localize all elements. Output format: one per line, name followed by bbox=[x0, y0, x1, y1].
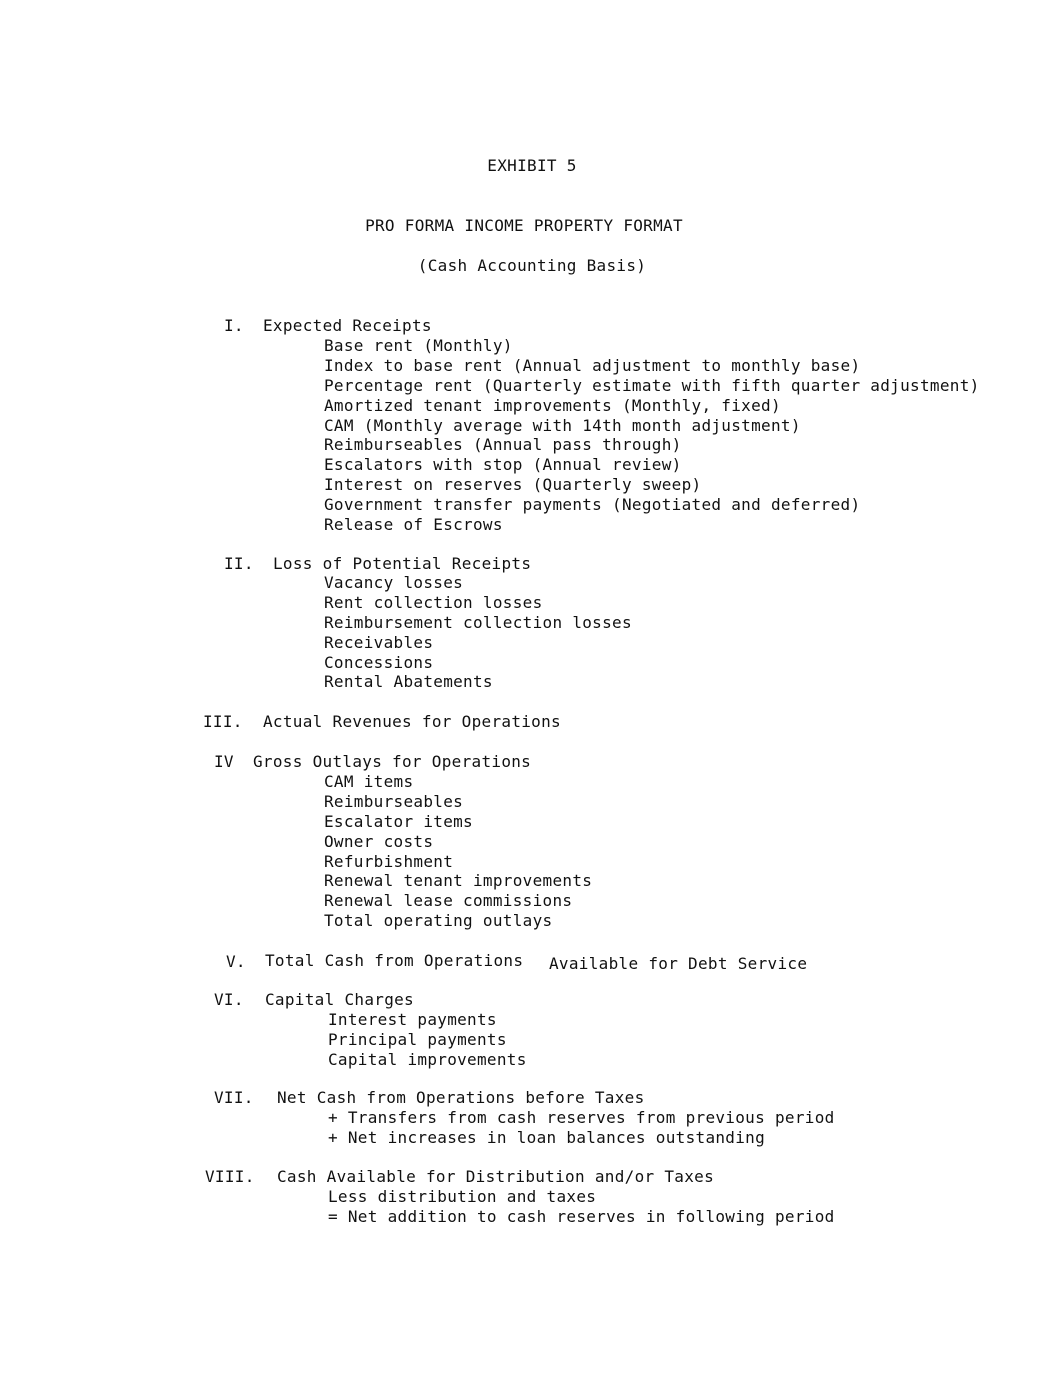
section-numeral: VI. bbox=[214, 990, 244, 1009]
section-numeral: III. bbox=[203, 712, 243, 731]
exhibit-title: EXHIBIT 5 bbox=[487, 156, 577, 175]
section-items bbox=[324, 573, 632, 692]
section-heading: Total Cash from Operations bbox=[265, 951, 524, 970]
section-numeral: VII. bbox=[214, 1088, 254, 1107]
list-item: Total operating outlays bbox=[324, 911, 553, 931]
list-item: Owner costs bbox=[324, 831, 434, 851]
section-heading: Gross Outlays for Operations bbox=[253, 752, 532, 771]
list-item: Escalators with stop (Annual review) bbox=[324, 455, 682, 475]
list-item: Index to base rent (Annual adjustment to monthly base) bbox=[324, 355, 861, 375]
list-item: Renewal tenant improvements bbox=[324, 871, 593, 891]
list-item: Rental Abatements bbox=[324, 672, 493, 692]
list-item: Renewal lease commissions bbox=[324, 891, 573, 911]
section-heading: Loss of Potential Receipts bbox=[273, 554, 532, 573]
list-item: Reimburseables (Annual pass through) bbox=[324, 435, 682, 455]
section-numeral: VIII. bbox=[205, 1167, 255, 1186]
section-numeral: IV bbox=[214, 752, 234, 771]
list-item: + Net increases in loan balances outstanding bbox=[328, 1127, 766, 1147]
list-item: Interest payments bbox=[328, 1010, 497, 1029]
section-heading: Actual Revenues for Operations bbox=[263, 712, 561, 731]
section-items bbox=[328, 1187, 835, 1227]
list-item: Escalator items bbox=[324, 811, 473, 831]
list-item: Receivables bbox=[324, 632, 434, 652]
section-heading-note: Available for Debt Service bbox=[549, 954, 808, 973]
section-heading: Expected Receipts bbox=[263, 316, 432, 335]
section-numeral: II. bbox=[224, 554, 254, 573]
section-numeral: V. bbox=[226, 952, 246, 971]
accounting-basis: (Cash Accounting Basis) bbox=[417, 256, 647, 275]
section-heading: Capital Charges bbox=[265, 990, 414, 1009]
list-item: Reimbursement collection losses bbox=[324, 612, 632, 632]
list-item: = Net addition to cash reserves in following period bbox=[328, 1206, 835, 1226]
list-item: CAM (Monthly average with 14th month adjustment) bbox=[324, 415, 801, 435]
list-item: Rent collection losses bbox=[324, 592, 543, 612]
section-heading: Cash Available for Distribution and/or Taxes bbox=[277, 1167, 715, 1186]
list-item: Government transfer payments (Negotiated and deferred) bbox=[324, 495, 861, 515]
list-item: + Transfers from cash reserves from previous period bbox=[328, 1108, 835, 1127]
list-item: Less distribution and taxes bbox=[328, 1187, 597, 1206]
list-item: Capital improvements bbox=[328, 1049, 527, 1069]
section-items bbox=[324, 772, 592, 931]
list-item: Refurbishment bbox=[324, 851, 454, 871]
list-item: Interest on reserves (Quarterly sweep) bbox=[324, 475, 702, 495]
section-items bbox=[328, 1108, 835, 1148]
section-heading: Net Cash from Operations before Taxes bbox=[277, 1088, 645, 1107]
list-item: Concessions bbox=[324, 652, 434, 672]
document-subtitle: PRO FORMA INCOME PROPERTY FORMAT bbox=[365, 216, 683, 235]
list-item: Vacancy losses bbox=[324, 573, 464, 592]
section-items bbox=[328, 1010, 527, 1070]
list-item: Principal payments bbox=[328, 1029, 507, 1049]
section-items bbox=[324, 336, 980, 535]
list-item: Percentage rent (Quarterly estimate with fifth quarter adjustment) bbox=[324, 375, 980, 395]
list-item: Reimburseables bbox=[324, 791, 464, 811]
list-item: Base rent (Monthly) bbox=[324, 336, 513, 355]
list-item: CAM items bbox=[324, 772, 414, 791]
section-numeral: I. bbox=[224, 316, 244, 335]
list-item: Release of Escrows bbox=[324, 515, 503, 535]
list-item: Amortized tenant improvements (Monthly, fixed) bbox=[324, 395, 781, 415]
